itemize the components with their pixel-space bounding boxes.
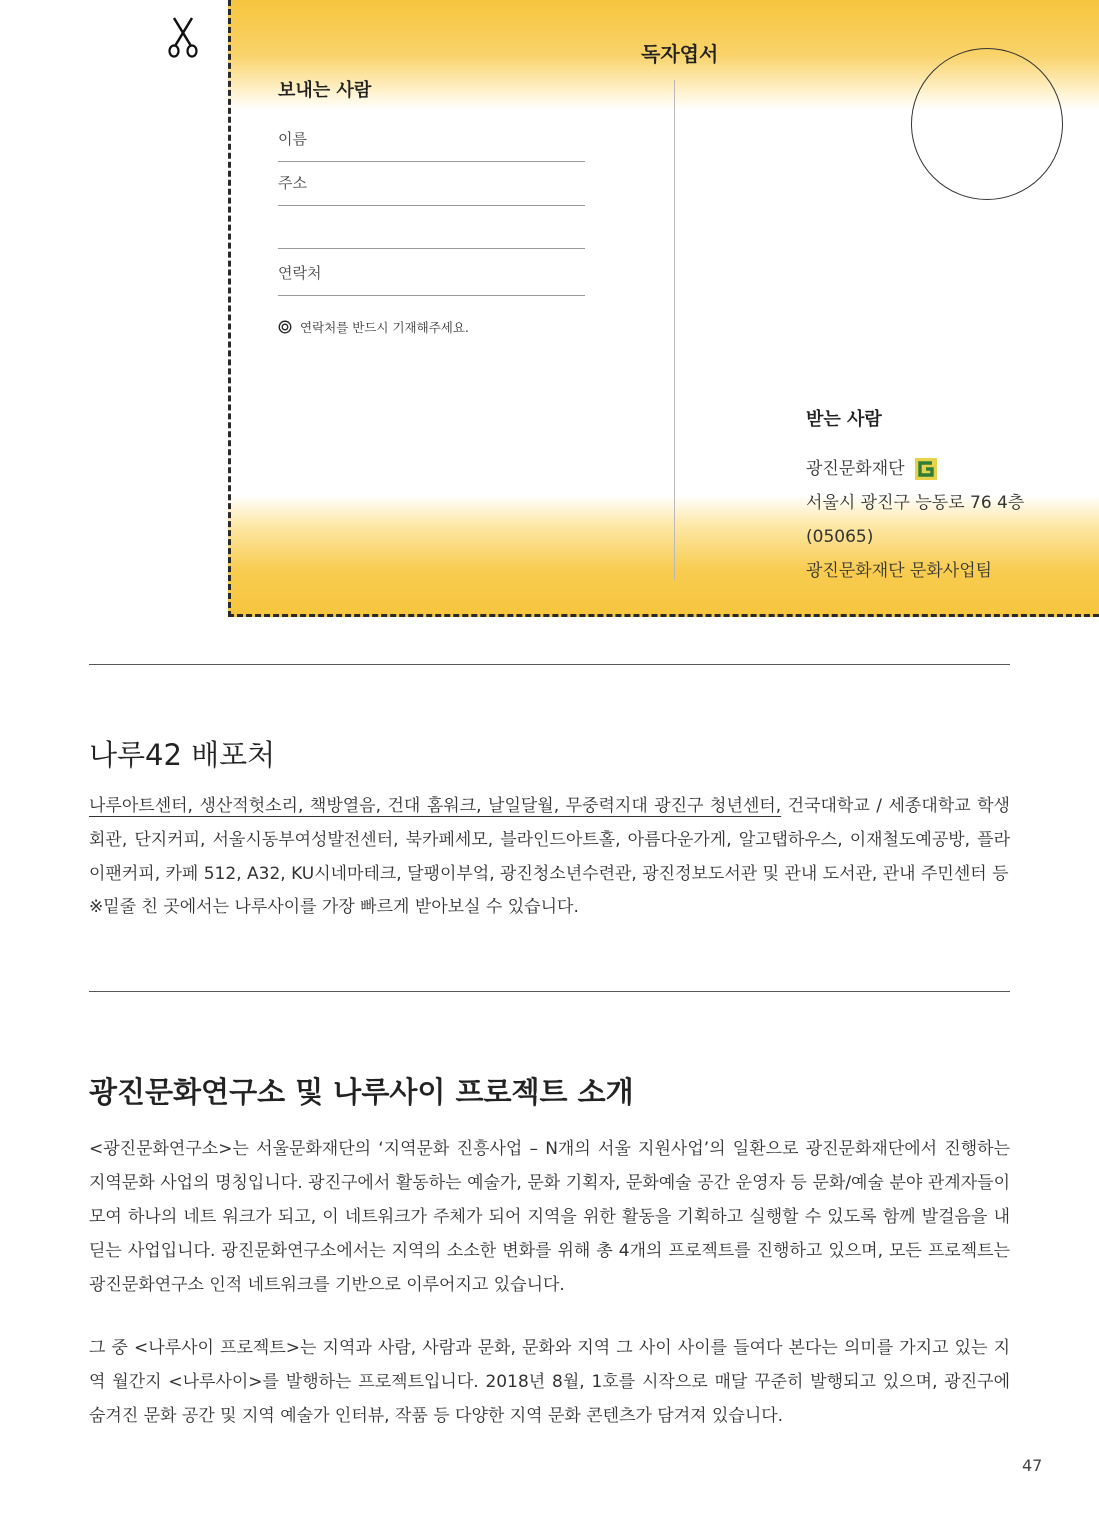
section-divider xyxy=(89,664,1010,665)
distribution-underlined: 나루아트센터, 생산적헛소리, 책방열음, 건대 홈워크, 날일달월, 무중력지대 광진구 청년센터, xyxy=(89,796,782,816)
contact-field[interactable] xyxy=(278,252,585,296)
recipient-org-line xyxy=(806,452,1024,486)
section-divider xyxy=(89,991,1010,992)
distribution-list xyxy=(89,789,1010,891)
distribution-heading: 나루42 배포처 xyxy=(89,738,276,772)
name-field[interactable] xyxy=(278,120,585,162)
postcard-title: 독자엽서 xyxy=(641,42,719,66)
contact-notice xyxy=(278,318,469,336)
contact-notice-text: 연락처를 반드시 기재해주세요. xyxy=(300,320,469,335)
foundation-logo-icon xyxy=(915,458,937,480)
recipient-org: 광진문화재단 xyxy=(806,459,905,479)
intro-paragraph-1: <광진문화연구소>는 서울문화재단의 ‘지역문화 진흥사업 – N개의 서울 지원사업’의 일환으로 광진문화재단에서 진행하는 지역문화 사업의 명칭입니다. 광진구에서 활동하는 예술가, 문화 기획자, 문화예술 공간 운영자 등 문화/예술 분야 관계자들이 모여 하나의 네트 워크가 되고, 이 네트워크가 주체가 되어 지역을 위한 활동을 기획하고 실행할 수 있도록 함께 발걸음을 내딛는 사업입니다. 광진문화연구소에서는 지역의 소소한 변화를 위해 총 4개의 프로젝트를 진행하고 있으며, 모든 프로젝트는 광진문화연구소 인적 네트워크를 기반으로 이루어지고 있습니다. xyxy=(89,1139,1010,1295)
distribution-note: ※밑줄 친 곳에서는 나루사이를 가장 빠르게 받아보실 수 있습니다. xyxy=(89,897,579,917)
address-field[interactable] xyxy=(278,164,585,206)
address-label: 주소 xyxy=(278,174,307,192)
postcard-divider xyxy=(674,80,675,580)
contact-label: 연락처 xyxy=(278,264,322,282)
recipient-postcode: (05065) xyxy=(806,527,874,547)
stamp-circle xyxy=(911,48,1063,200)
bullseye-icon xyxy=(278,320,292,334)
address-field-line2[interactable] xyxy=(278,208,585,249)
recipient-address-block xyxy=(806,452,1024,588)
recipient-address: 서울시 광진구 능동로 76 4층 xyxy=(806,493,1025,513)
reader-postcard xyxy=(228,0,1099,617)
sender-title: 보내는 사람 xyxy=(278,80,372,101)
intro-heading: 광진문화연구소 및 나루사이 프로젝트 소개 xyxy=(89,1075,634,1109)
recipient-team: 광진문화재단 문화사업팀 xyxy=(806,561,993,581)
intro-paragraph-2: 그 중 <나루사이 프로젝트>는 지역과 사람, 사람과 문화, 문화와 지역 그 사이 사이를 들여다 본다는 의미를 가지고 있는 지역 월간지 <나루사이>를 발행하는 프로젝트입니다. 2018년 8월, 1호를 시작으로 매달 꾸준히 발행되고 있으며, 광진구에 숨겨진 문화 공간 및 지역 예술가 인터뷰, 작품 등 다양한 지역 문화 콘텐츠가 담겨져 있습니다. xyxy=(89,1338,1010,1426)
recipient-title: 받는 사람 xyxy=(806,409,882,430)
name-label: 이름 xyxy=(278,130,307,148)
distribution-rest: 건국대학교 / 세종대학교 학생회관, 단지커피, 서울시동부여성발전센터, 북카페세모, 블라인드아트홀, 아름다운가게, 알고탭하우스, 이재철도예공방, 플라이팬커피, 카페 512, A32, KU시네마테크, 달팽이부엌, 광진청소년수련관, 광진정보도서관 및 관내 도서관, 관내 주민센터 등 xyxy=(89,796,1010,884)
page-number: 47 xyxy=(1022,1456,1043,1475)
scissors-icon xyxy=(168,16,198,58)
